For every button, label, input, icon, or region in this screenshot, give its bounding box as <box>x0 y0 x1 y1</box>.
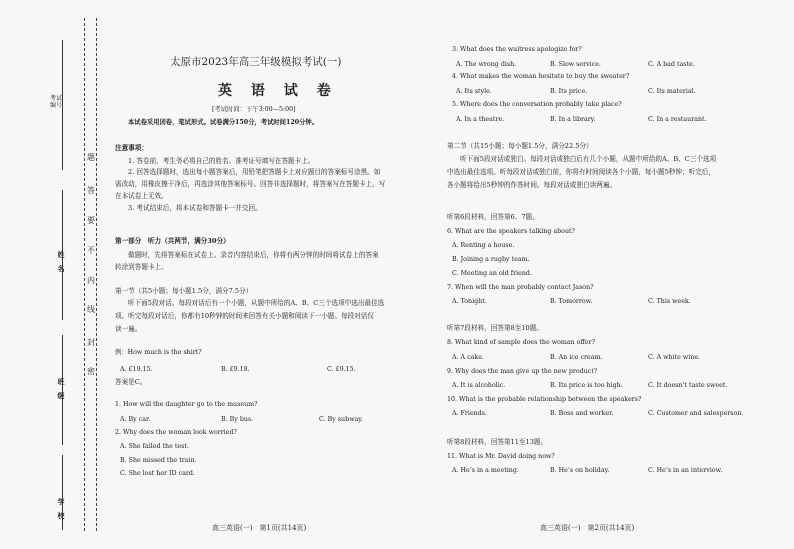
name-label: 姓名 <box>57 250 65 273</box>
exam-id-field-line <box>62 40 63 170</box>
q5-option-b: B. In a library. <box>550 116 596 123</box>
section1-heading: 第一节（共5小题；每小题1.5分，满分7.5分） <box>115 287 253 295</box>
q9-option-b: B. Its price is too high. <box>550 382 623 389</box>
paper-subtitle: 英 语 试 卷 <box>218 83 338 99</box>
seal-char-1: 题 <box>87 153 95 162</box>
question-2: 2. Why does the woman look worried? <box>115 429 237 436</box>
section2-line-1: 听下面5段对话或独白。每段对话或独白后有几个小题，从题中所给的A、B、C三个选项 <box>460 155 717 163</box>
school-field-line <box>62 455 63 530</box>
q5-option-a: A. In a theatre. <box>456 116 505 123</box>
q7-option-c: C. This week. <box>648 298 691 305</box>
part1-intro-2: 转涂到答题卡上。 <box>115 263 168 271</box>
example-question: 例：How much is the shirt? <box>115 349 202 356</box>
q4-option-a: A. Its style. <box>456 88 492 95</box>
seal-char-8: 密 <box>87 367 95 376</box>
part1-heading: 第一部分 听力（共两节，满分30分） <box>115 237 230 245</box>
name-field-line <box>62 190 63 320</box>
seal-line-outer <box>84 18 85 531</box>
q4-option-b: B. Its price. <box>550 88 588 95</box>
q6-option-c: C. Meeting an old friend. <box>452 270 532 277</box>
notes-item-1: 1. 答卷前，考生务必将自己的姓名、准考证号填写在答题卡上。 <box>128 157 315 165</box>
section1-line-1: 听下面5段对话。每段对话后有一个小题，从题中所给的A、B、C三个选项中选出最佳选 <box>128 299 385 307</box>
q11-option-a: A. He’s in a meeting. <box>452 467 519 474</box>
q1-option-b: B. By bus. <box>221 416 254 423</box>
q10-option-b: B. Boss and worker. <box>550 410 614 417</box>
example-option-b: B. £9.18. <box>221 366 250 373</box>
seal-char-3: 要 <box>87 216 95 225</box>
class-label: 班级 <box>57 377 65 400</box>
q3-option-a: A. The wrong dish. <box>456 61 517 68</box>
question-3: 3. What does the waitress apologize for? <box>452 46 582 53</box>
section2-line-2: 中选出最佳选项。听每段对话或独白前，你将有时间阅读各个小题，每小题5秒钟；听完后， <box>447 168 715 176</box>
q6-option-b: B. Joining a rugby team. <box>452 256 530 263</box>
exam-time: [考试时间：下午3:00—5:00] <box>212 106 296 113</box>
exam-title: 太原市2023年高三年级模拟考试(一) <box>170 56 342 68</box>
question-11: 11. What is Mr. David doing now? <box>447 453 555 460</box>
q2-option-b: B. She missed the train. <box>120 457 197 464</box>
seal-char-5: 内 <box>87 276 95 285</box>
seal-char-6: 线 <box>87 305 95 314</box>
q11-option-c: C. He’s in an interview. <box>648 467 723 474</box>
question-6: 6. What are the speakers talking about? <box>447 228 575 235</box>
q7-option-b: B. Tomorrow. <box>550 298 593 305</box>
q5-option-c: C. In a restaurant. <box>648 116 707 123</box>
q3-option-b: B. Slow service. <box>550 61 601 68</box>
q9-option-c: C. It doesn’t taste sweet. <box>648 382 728 389</box>
example-option-c: C. £9.15. <box>327 366 356 373</box>
q9-option-a: A. It is alcoholic. <box>452 382 506 389</box>
example-answer: 答案是C。 <box>115 378 147 386</box>
question-4: 4. What makes the woman hesitate to buy the sweater? <box>452 73 630 80</box>
material-7-note: 听第7段材料，回答第8至10题。 <box>447 324 543 332</box>
section2-heading: 第二节（共15小题；每小题1.5分，满分22.5分） <box>447 142 593 150</box>
material-8-note: 听第8段材料，回答第11至13题。 <box>447 438 548 446</box>
q8-option-c: C. A white wine. <box>648 354 701 361</box>
question-10: 10. What is the probable relationship between the speakers? <box>447 396 642 403</box>
section1-line-2: 项。听完每段对话后，你都有10秒钟的时间来回答有关小题和阅读下一小题。每段对话仅 <box>115 312 374 320</box>
question-8: 8. What kind of sample does the woman offer? <box>447 339 596 346</box>
seal-line-inner <box>96 18 97 531</box>
q10-option-a: A. Friends. <box>452 410 487 417</box>
q4-option-c: C. Its material. <box>648 88 696 95</box>
notes-item-2c: 在本试卷上无效。 <box>115 192 168 200</box>
q8-option-b: B. An ice cream. <box>550 354 603 361</box>
q8-option-a: A. A cake. <box>452 354 484 361</box>
page-footer-left: 高三英语(一) 第1页(共14页) <box>212 524 307 532</box>
q2-option-c: C. She lost her ID card. <box>120 470 195 477</box>
seal-char-4: 不 <box>87 246 95 255</box>
class-field-line <box>62 335 63 445</box>
part1-intro-1: 做题时，先将答案标在试卷上。录音内容结束后，你将有两分钟的时间将试卷上的答案 <box>128 251 379 259</box>
q1-option-a: A. By car. <box>120 416 151 423</box>
example-option-a: A. £19.15. <box>120 366 153 373</box>
notes-item-2b: 需改动，用橡皮擦干净后，再选涂其他答案标号。回答非选择题时，将答案写在答题卡上，写 <box>115 180 386 188</box>
exam-intro: 本试卷采用闭卷、笔试形式。试卷满分150分，考试时间120分钟。 <box>128 119 319 126</box>
question-9: 9. Why does the man give up the new product? <box>447 368 598 375</box>
question-1: 1. How will the daughter go to the museum? <box>115 401 258 408</box>
material-6-note: 听第6段材料，回答第6、7题。 <box>447 213 539 221</box>
section1-line-3: 读一遍。 <box>115 325 142 333</box>
q1-option-c: C. By subway. <box>319 416 363 423</box>
q7-option-a: A. Tonight. <box>452 298 487 305</box>
question-7: 7. When will the man probably contact Jason? <box>447 284 594 291</box>
notes-item-2: 2. 回答选择题时，选出每小题答案后，用铅笔把答题卡上对应题目的答案标号涂黑。如 <box>128 168 381 176</box>
question-5: 5. Where does the conversation probably take place? <box>452 101 622 108</box>
notes-item-3: 3. 考试结束后，将本试卷和答题卡一并交回。 <box>128 204 262 212</box>
q10-option-c: C. Customer and salesperson. <box>648 410 744 417</box>
notes-heading: 注意事项： <box>115 144 148 152</box>
school-label: 学校 <box>57 497 65 520</box>
page-footer-right: 高三英语(一) 第2页(共14页) <box>540 524 635 532</box>
q3-option-c: C. A bad taste. <box>648 61 695 68</box>
q6-option-a: A. Renting a house. <box>452 242 515 249</box>
q2-option-a: A. She failed the test. <box>120 443 189 450</box>
q11-option-b: B. He’s on holiday. <box>550 467 610 474</box>
seal-char-2: 答 <box>87 186 95 195</box>
exam-id-label: 考试编号 <box>50 95 63 109</box>
section2-line-3: 各小题将给出5秒钟的作答时间。每段对话或独白读两遍。 <box>447 181 617 189</box>
seal-char-7: 封 <box>87 338 95 347</box>
